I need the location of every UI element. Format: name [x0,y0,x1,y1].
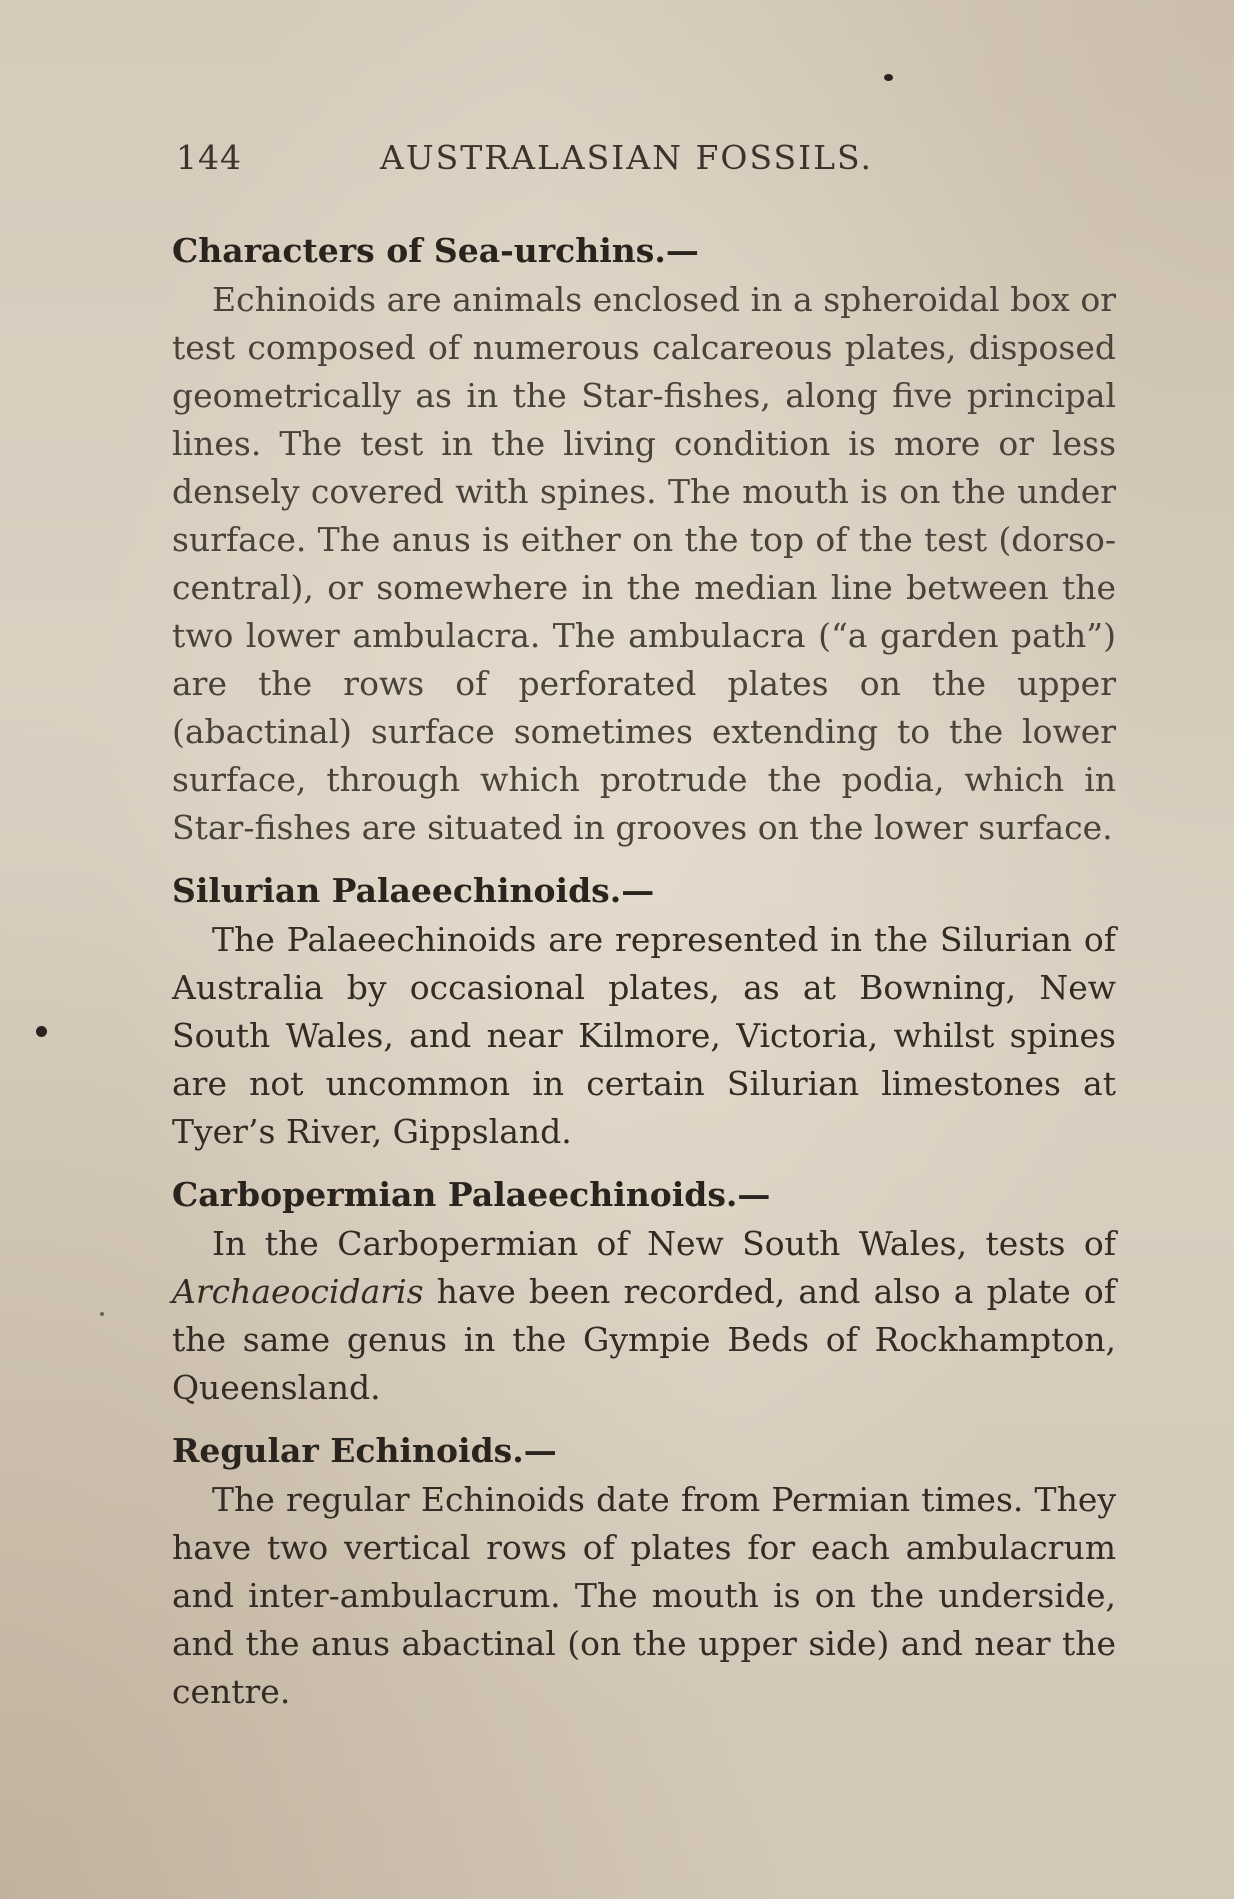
paragraph-text: In the Carbopermian of New South Wales, tests of [212,1224,1116,1263]
section-carbopermian [172,1170,1116,1412]
section-sea-urchins [172,226,1116,852]
genus-name: Archaeocidaris [172,1272,424,1311]
ink-speck [100,1312,104,1316]
section-paragraph: The regular Echinoids date from Permian times. They have two vertical rows of plates for each ambulacrum and inter-ambulacrum. The mouth is on the underside, and the anus abactinal (on the upper side) and near the centre. [172,1480,1116,1711]
body-text [172,226,1116,1716]
running-head [176,138,918,188]
paragraph-text: have been recorded, and also a plate of the same genus in the Gympie Beds of Rockhampton, Queensland. [172,1272,1116,1407]
section-paragraph: The Palaeechinoids are represented in the Silurian of Australia by occasional plates, as at Bowning, New South Wales, and near Kilmore, Victoria, whilst spines are not uncommon in certain Silurian limestones at Tyer’s River, Gippsland. [172,920,1116,1151]
ink-speck [36,1026,47,1037]
section-paragraph: Echinoids are animals enclosed in a spheroidal box or test composed of numerous calcareous plates, disposed geometrically as in the Star-fishes, along five principal lines. The test in the living condition is more or less densely covered with spines. The mouth is on the under surface. The anus is either on the top of the test (dorso-central), or somewhere in the median line between the two lower ambulacra. The ambulacra (“a garden path”) are the rows of perforated plates on the upper (abactinal) surface sometimes extending to the lower surface, through which protrude the podia, which in Star-fishes are situated in grooves on the lower surface. [172,280,1116,847]
section-regular-echinoids [172,1426,1116,1716]
section-heading: Carbopermian Palaeechinoids.— [172,1175,771,1214]
section-heading: Silurian Palaeechinoids.— [172,871,655,910]
section-paragraph [172,1220,1116,1412]
section-heading: Regular Echinoids.— [172,1431,557,1470]
section-heading: Characters of Sea-urchins.— [172,231,699,270]
running-title: AUSTRALASIAN FOSSILS. [380,138,873,177]
section-silurian [172,866,1116,1156]
page-number: 144 [176,138,242,177]
ink-speck [884,74,893,81]
